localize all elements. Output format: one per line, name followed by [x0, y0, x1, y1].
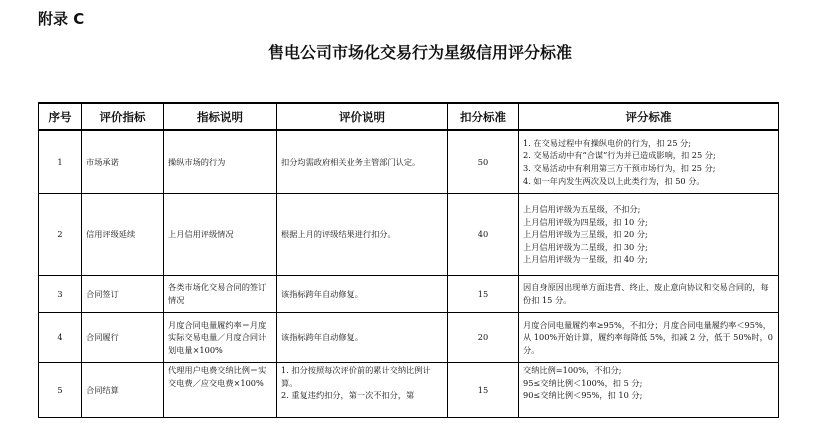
- document-title: 售电公司市场化交易行为星级信用评分标准: [267, 43, 572, 62]
- row-indicator: 合同签订: [82, 276, 164, 313]
- table-row: [39, 276, 779, 313]
- criteria-line: 上月信用评级为五星级，不扣分;: [523, 204, 641, 215]
- header-indicator-desc: 指标说明: [164, 103, 277, 130]
- row-eval-desc: 该指标跨年自动修复。: [277, 313, 448, 363]
- scoring-table: [38, 102, 779, 418]
- criteria-line: 上月信用评级为三星级，扣 20 分;: [523, 229, 648, 240]
- header-criteria: 评分标准: [519, 103, 779, 130]
- table-row: [39, 194, 779, 276]
- row-eval-desc: 根据上月的评级结果进行扣分。: [277, 194, 448, 276]
- criteria-line: 上月信用评级为四星级，扣 10 分;: [523, 216, 648, 227]
- table-row: [39, 363, 779, 418]
- header-eval-desc: 评价说明: [277, 103, 448, 130]
- table-header-row: [39, 103, 779, 130]
- row-no: 4: [39, 313, 82, 363]
- appendix-label: 附录 C: [38, 10, 85, 28]
- row-criteria: [519, 130, 779, 194]
- header-no: 序号: [39, 103, 82, 130]
- row-criteria: 因自身原因出现单方面违背、终止、废止意向协议和交易合同的，每份扣 15 分。: [519, 276, 779, 313]
- row-deduction: 20: [448, 313, 519, 363]
- criteria-line: 4. 如一年内发生两次及以上此类行为，扣 50 分。: [523, 175, 705, 186]
- row-indicator: 合同结算: [82, 363, 164, 418]
- header-deduction: 扣分标准: [448, 103, 519, 130]
- row-no: 5: [39, 363, 82, 418]
- criteria-line: 上月信用评级为一星级，扣 40 分;: [523, 254, 648, 265]
- row-indicator-desc: 操纵市场的行为: [164, 130, 277, 194]
- criteria-line: 3. 交易活动中有利用第三方干预市场行为，扣 25 分;: [523, 163, 716, 173]
- criteria-line: 95≤交纳比例＜100%，扣 5 分;: [523, 377, 643, 388]
- row-indicator: 信用评级延续: [82, 194, 164, 276]
- criteria-line: 90≤交纳比例＜95%，扣 10 分;: [523, 390, 643, 401]
- row-deduction: 15: [448, 276, 519, 313]
- row-no: 1: [39, 130, 82, 194]
- criteria-line: 2. 交易活动中有“合谋”行为并已造成影响，扣 25 分;: [523, 150, 716, 161]
- row-eval-desc: 该指标跨年自动修复。: [277, 276, 448, 313]
- criteria-line: 1. 在交易过程中有操纵电价的行为，扣 25 分;: [523, 137, 691, 148]
- row-deduction: 50: [448, 130, 519, 194]
- row-indicator-desc: 代理用户电费交纳比例＝实交电费／应交电费×100%: [164, 363, 277, 418]
- row-indicator: 市场承诺: [82, 130, 164, 194]
- row-eval-desc: 扣分均需政府相关业务主管部门认定。: [277, 130, 448, 194]
- row-indicator: 合同履行: [82, 313, 164, 363]
- table-row: [39, 313, 779, 363]
- row-criteria: 月度合同电量履约率≥95%，不扣分；月度合同电量履约率＜95%，从 100%开始计算，履约率每降低 5%，扣减 2 分，低于 50%时，0 分。: [519, 313, 779, 363]
- row-indicator-desc: 上月信用评级情况: [164, 194, 277, 276]
- row-criteria: [519, 194, 779, 276]
- header-indicator: 评价指标: [82, 103, 164, 130]
- row-deduction: 15: [448, 363, 519, 418]
- row-criteria: [519, 363, 779, 418]
- row-indicator-desc: 各类市场化交易合同的签订情况: [164, 276, 277, 313]
- row-no: 3: [39, 276, 82, 313]
- table-row: [39, 130, 779, 194]
- row-deduction: 40: [448, 194, 519, 276]
- row-no: 2: [39, 194, 82, 276]
- criteria-line: 上月信用评级为二星级，扣 30 分;: [523, 241, 648, 252]
- row-indicator-desc: 月度合同电量履约率＝月度实际交易电量／月度合同计划电量×100%: [164, 313, 277, 363]
- row-eval-desc: 1. 扣分按照每次评价前的累计交纳比例计算。 2. 重复违约扣分，第一次不扣分，第: [277, 363, 448, 418]
- criteria-line: 交纳比例=100%，不扣分;: [523, 365, 622, 375]
